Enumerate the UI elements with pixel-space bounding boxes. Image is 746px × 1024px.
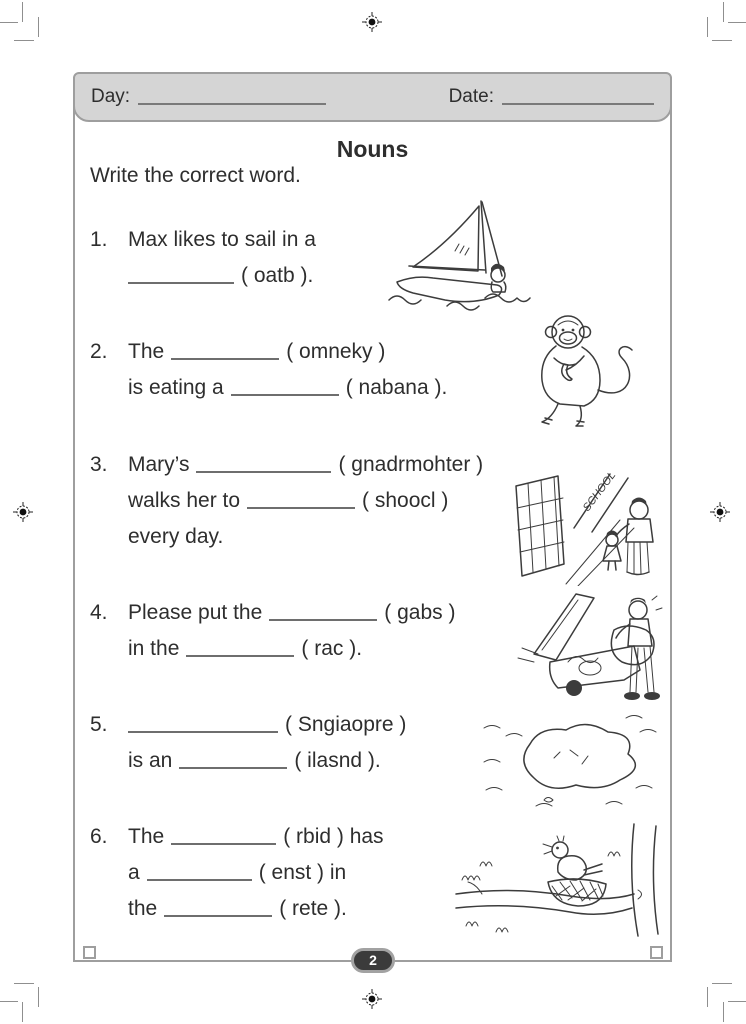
answer-blank[interactable] — [179, 751, 287, 769]
school-sign-text: SCHOOL — [580, 469, 619, 514]
answer-blank[interactable] — [171, 342, 279, 360]
day-label: Day: — [91, 86, 131, 107]
monkey-banana-illustration — [516, 306, 644, 430]
exercise-text: Mary’s — [128, 453, 190, 476]
exercise-item-2 — [90, 334, 447, 406]
exercise-number: 5. — [90, 713, 108, 736]
exercise-number: 1. — [90, 228, 108, 251]
answer-blank[interactable] — [171, 827, 276, 845]
exercise-text: ( oatb ). — [241, 264, 314, 287]
exercise-number: 6. — [90, 825, 108, 848]
answer-blank[interactable] — [164, 899, 272, 917]
exercise-text: ( enst ) in — [258, 861, 347, 884]
exercise-text: ( gabs ) — [384, 601, 456, 624]
exercise-text: ( rac ). — [301, 637, 363, 660]
exercise-text: is eating a — [128, 376, 224, 399]
exercise-text: ( rbid ) has — [283, 825, 384, 848]
exercise-text: the — [128, 897, 158, 920]
exercise-text: ( ilasnd ). — [294, 749, 381, 772]
bird-nest-illustration — [452, 820, 664, 940]
exercise-text: ( Sngiaopre ) — [285, 713, 407, 736]
instruction-text: Write the correct word. — [90, 164, 301, 187]
page-number-badge: 2 — [351, 948, 395, 973]
date-label: Date: — [448, 86, 494, 107]
island-illustration — [478, 700, 664, 814]
answer-blank[interactable] — [269, 603, 377, 621]
exercise-item-3 — [90, 447, 483, 555]
exercise-text: every day. — [128, 525, 224, 548]
exercise-text: in the — [128, 637, 180, 660]
page-title: Nouns — [336, 136, 409, 162]
corner-knot-decoration — [83, 946, 96, 959]
answer-blank[interactable] — [186, 639, 294, 657]
answer-blank[interactable] — [128, 715, 278, 733]
registration-mark-icon — [362, 12, 382, 32]
exercise-text: ( shoocl ) — [362, 489, 449, 512]
exercise-number: 2. — [90, 340, 108, 363]
exercise-text: Please put the — [128, 601, 263, 624]
answer-blank[interactable] — [231, 378, 339, 396]
exercise-text: ( rete ). — [279, 897, 347, 920]
exercise-text: ( nabana ). — [345, 376, 448, 399]
registration-mark-icon — [710, 502, 730, 522]
exercise-text: The — [128, 825, 165, 848]
exercise-item-1 — [90, 222, 316, 294]
answer-blank[interactable] — [196, 455, 331, 473]
day-input-line[interactable] — [138, 89, 326, 105]
exercise-text: Max likes to sail in a — [128, 228, 316, 251]
car-trunk-bags-illustration — [506, 588, 666, 710]
exercise-text: ( gnadrmohter ) — [338, 453, 484, 476]
exercise-item-6 — [90, 819, 384, 927]
exercise-text: walks her to — [128, 489, 241, 512]
registration-mark-icon — [362, 989, 382, 1009]
exercise-text: is an — [128, 749, 173, 772]
exercise-item-5 — [90, 707, 406, 779]
answer-blank[interactable] — [247, 491, 355, 509]
sailboat-illustration — [385, 196, 535, 314]
exercise-text: a — [128, 861, 140, 884]
registration-mark-icon — [13, 502, 33, 522]
date-input-line[interactable] — [502, 89, 654, 105]
exercise-text: ( omneky ) — [286, 340, 386, 363]
answer-blank[interactable] — [128, 266, 234, 284]
exercise-number: 3. — [90, 453, 108, 476]
corner-knot-decoration — [650, 946, 663, 959]
grandmother-school-illustration — [508, 468, 664, 586]
exercise-text: The — [128, 340, 165, 363]
day-date-header — [73, 72, 672, 122]
exercise-number: 4. — [90, 601, 108, 624]
exercise-item-4 — [90, 595, 455, 667]
answer-blank[interactable] — [147, 863, 252, 881]
